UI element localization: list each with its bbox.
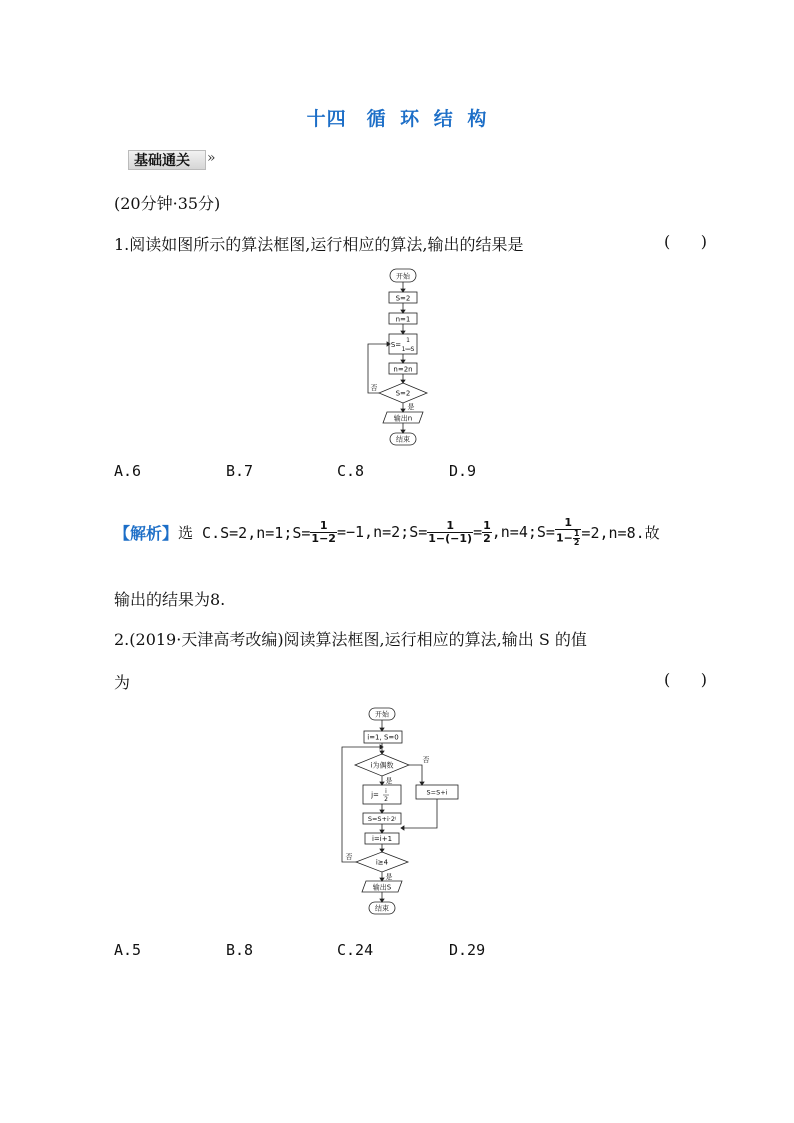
q1-analysis-line2: 输出的结果为8.: [114, 590, 226, 609]
analysis-text-2: =−1,n=2;S=: [336, 523, 428, 541]
section-tag: [128, 148, 218, 170]
q2-flow-j-den: 2: [384, 796, 388, 803]
analysis-fraction-2: [427, 520, 473, 545]
q1-choice-b[interactable]: B.7: [226, 462, 254, 480]
analysis-text-4: ,n=4;S=: [491, 523, 555, 541]
q1-flow-s-update-den: 1−S: [401, 346, 415, 353]
fraction-4-num: 1: [555, 517, 581, 530]
fraction-4-nested-den: 2: [573, 538, 580, 547]
q1-flow-s-init: S=2: [395, 294, 411, 303]
fraction-4-nested-num: 1: [573, 529, 580, 538]
q2-stem-line1: 2.(2019·天津高考改编)阅读算法框图,运行相应的算法,输出 S 的值: [114, 630, 587, 649]
fraction-1-den: 1−2: [311, 531, 336, 545]
q1-analysis-line1: [114, 512, 660, 552]
q2-flow-yes1: 是: [385, 777, 393, 785]
q1-choice-d[interactable]: D.9: [449, 462, 477, 480]
q1-answer-paren: ( ): [664, 232, 707, 251]
q2-choice-a[interactable]: A.5: [114, 941, 142, 959]
fraction-1-num: 1: [310, 520, 337, 533]
q1-flow-start: 开始: [396, 272, 410, 281]
q1-flow-yes: 是: [407, 403, 415, 411]
section-tag-label: 基础通关: [134, 153, 190, 169]
analysis-fraction-3: [482, 520, 492, 545]
q1-choices: [0, 462, 794, 482]
q1-flow-cond: S=2: [395, 389, 411, 398]
analysis-head: 【解析】: [114, 523, 179, 543]
q2-flow-no2: 否: [345, 853, 353, 861]
q2-choice-b[interactable]: B.8: [226, 941, 254, 959]
q2-flow-s-update1: S=S+i·2ʲ: [367, 815, 397, 823]
q1-flow-s-update-left: S=: [390, 341, 402, 349]
analysis-text-3: =: [473, 523, 483, 541]
q2-flow-start: 开始: [375, 710, 389, 719]
q1-flow-output: 输出n: [393, 414, 413, 423]
q1-choice-c[interactable]: C.8: [337, 462, 365, 480]
q1-flowchart-svg: [360, 266, 460, 448]
q1-choice-a[interactable]: A.6: [114, 462, 142, 480]
analysis-text-1: 选 C.S=2,n=1;S=: [178, 523, 311, 542]
q2-flowchart: [336, 706, 462, 918]
fraction-3-num: 1: [483, 518, 491, 532]
q2-flow-init: i=1, S=0: [367, 733, 399, 742]
q2-answer-paren: ( ): [664, 670, 707, 689]
fraction-4-nested: [573, 530, 581, 547]
q2-flow-output: 输出S: [372, 883, 392, 892]
time-score: (20分钟·35分): [114, 194, 221, 213]
q2-flow-cond1: i为偶数: [370, 761, 394, 770]
q1-flowchart: [360, 266, 460, 448]
fraction-2-num: 1: [427, 520, 473, 533]
fraction-3-den: 2: [483, 531, 491, 545]
fraction-4-den: [555, 530, 581, 547]
q2-flow-yes2: 是: [385, 873, 393, 881]
analysis-text-5: =2,n=8.故: [581, 523, 660, 542]
fraction-4-den-text: 1−: [555, 531, 573, 545]
q1-flow-n-update: n=2n: [393, 365, 413, 374]
q1-stem: 1.阅读如图所示的算法框图,运行相应的算法,输出的结果是: [114, 235, 524, 254]
analysis-fraction-1: [310, 520, 337, 545]
q2-flow-end: 结束: [375, 904, 389, 913]
page-title: 十四 循 环 结 构: [306, 108, 488, 130]
q2-flow-j-left: j=: [371, 791, 379, 799]
q2-flow-j-shape: [363, 785, 401, 804]
q1-flow-end: 结束: [396, 435, 410, 444]
fraction-2-den: 1−(−1): [428, 531, 473, 545]
q2-flow-s-update2: S=S+i: [426, 788, 448, 797]
q1-flow-no: 否: [370, 384, 378, 392]
q2-flow-cond2: i≥4: [375, 858, 389, 867]
double-chevron-icon: »: [207, 150, 216, 166]
q2-choices: [0, 941, 794, 961]
q1-flow-n-init: n=1: [395, 315, 411, 324]
q1-flow-s-update-num: 1: [406, 337, 410, 344]
q2-flow-no1: 否: [422, 756, 430, 764]
q2-choice-c[interactable]: C.24: [337, 941, 374, 959]
q2-stem-line2: 为: [114, 673, 131, 692]
analysis-fraction-4: [555, 517, 581, 547]
q2-flow-i-update: i=i+1: [371, 835, 393, 843]
q2-flowchart-svg: [336, 706, 462, 918]
q2-flow-j-num: i: [385, 788, 387, 795]
q2-choice-d[interactable]: D.29: [449, 941, 486, 959]
